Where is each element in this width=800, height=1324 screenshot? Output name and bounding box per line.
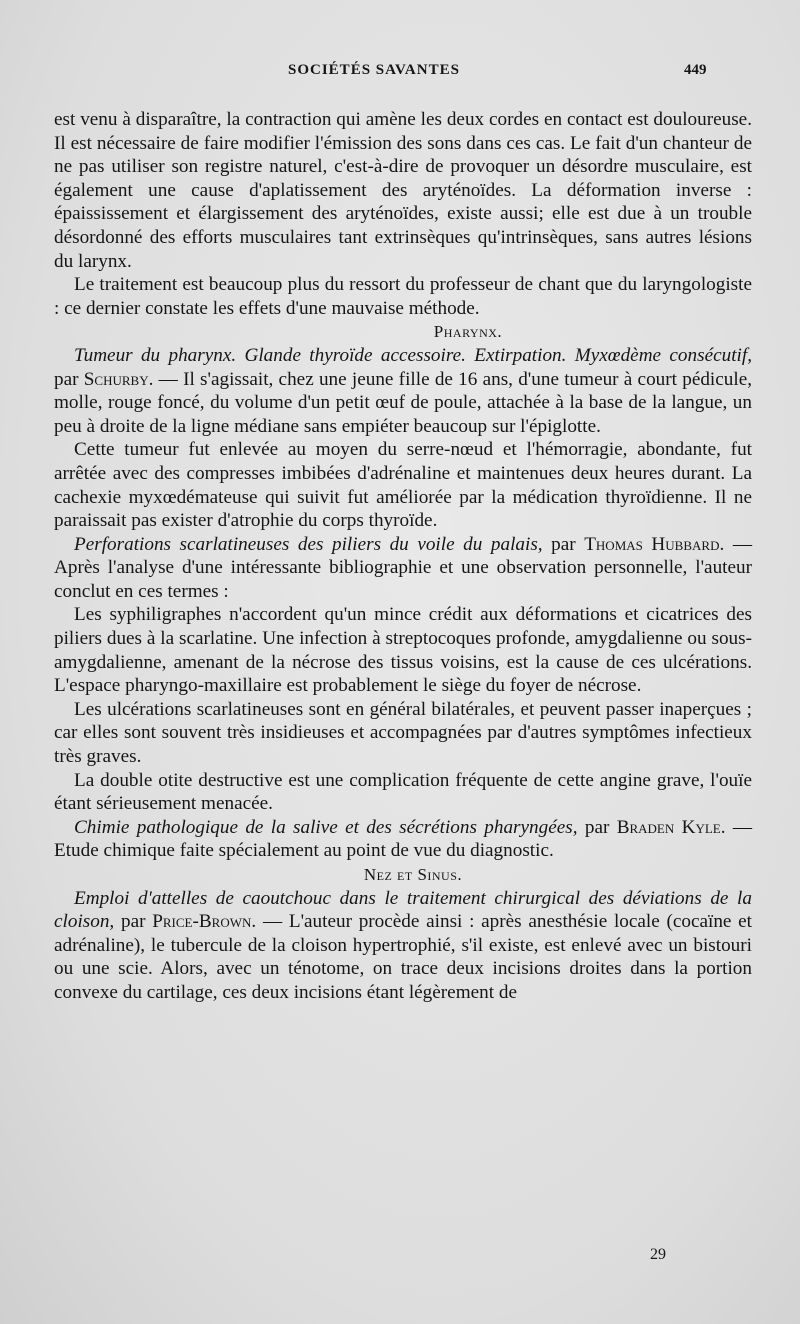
by-word: par [551,533,576,555]
article-author: Braden Kyle. [616,816,726,838]
by-word: par [120,911,146,933]
article-text: — Etude chimique faite spécialement au point de vue du diagnostic. [54,816,753,862]
paragraph: est venu à disparaître, la contraction qui amène les deux cordes en contact est douloureuse. Il est nécessaire de faire modifier l'émission des sons dans ces cas. Le fait d'un chanteur de ne pas utiliser son registre naturel, c'est-à-dire de provoquer un désordre musculaire, est également une cause d'aplatissement des aryténoïdes. La déformation inverse : épaississement et élargissement des aryténoïdes, existe aussi; elle est due à un trouble désordonné des efforts musculaires tant extrinsèques qu'intrinsèques, sans autres lésions du larynx. [54,109,752,272]
by-word: par [584,816,610,838]
article-text: — L'auteur procède ainsi : après anesthésie locale (cocaïne et adrénaline), le tubercule de la cloison hypertrophié, s'il existe, est enlevé avec un bistouri ou une scie. Alors, avec un ténotome, on trace deux incisions droites dans la portion convexe du cartilage, ces deux incisions étant légèrement de [54,911,753,1003]
article-title: Emploi d'attelles de caoutchouc dans le traitement chirurgical des déviations de la cloison, [54,887,752,933]
section-heading-nez-et-sinus: Nez et Sinus. [363,865,463,884]
article-title: Perforations scarlatineuses des piliers du voile du palais, [74,533,543,555]
article-author: Thomas Hubbard. [584,533,725,555]
paragraph [54,533,752,604]
paragraph: Le traitement est beaucoup plus du ressort du professeur de chant que du laryngologiste : ce dernier constate les effets d'une mauvaise méthode. [54,274,752,319]
article-title: Chimie pathologique de la salive et des sécrétions pharyngées, [74,816,578,838]
signature-mark: 29 [650,1246,666,1263]
paragraph: Les ulcérations scarlatineuses sont en général bilatérales, et peuvent passer inaperçues ; car elles sont souvent très insidieuses et accompagnées par d'autres symptômes infectieux très graves. [54,698,752,768]
paragraph: Les syphiligraphes n'accordent qu'un mince crédit aux déformations et cicatrices des piliers dues à la scarlatine. Une infection à streptocoques profonde, amygdalienne ou sous-amygdalienne, amenant de la nécrose des tissus voisins, est la cause de ces ulcérations. L'espace pharyngo-maxillaire est probablement le siège du foyer de nécrose. [54,604,752,697]
section-heading-pharynx: Pharynx. [433,322,503,342]
running-title: SOCIÉTÉS SAVANTES [288,62,460,78]
paragraph: Cette tumeur fut enlevée au moyen du serre-nœud et l'hémorragie, abondante, fut arrêtée avec des compresses imbibées d'adrénaline et maintenues deux heures durant. La cachexie myxœdémateuse qui suivit fut améliorée par la médication thyroïdienne. Il ne paraissait pas exister d'atrophie du corps thyroïde. [54,439,752,532]
by-word: par [54,368,79,390]
page-body [54,108,752,1005]
article-title: Tumeur du pharynx. Glande thyroïde accessoire. Extirpation. Myxœdème consécutif, [74,344,752,366]
paragraph [54,344,752,438]
paragraph: La double otite destructive est une complication fréquente de cette angine grave, l'ouïe étant sérieusement menacée. [54,769,752,815]
article-text: — Il s'agissait, chez une jeune fille de 16 ans, d'une tumeur à court pédicule, molle, rouge foncé, du volume d'un petit œuf de poule, attachée à la base de la langue, un peu à droite de la ligne médiane sans empiéter beaucoup sur l'épiglotte. [54,368,753,437]
running-header [0,62,800,86]
page-number: 449 [684,62,707,78]
paragraph [54,887,752,1005]
article-text: — Après l'analyse d'une intéressante bibliographie et une observation personnelle, l'auteur conclut en ces termes : [54,533,752,602]
article-author: Schurby. [83,368,154,390]
article-author: Price-Brown. [152,911,257,933]
paragraph [54,816,752,863]
